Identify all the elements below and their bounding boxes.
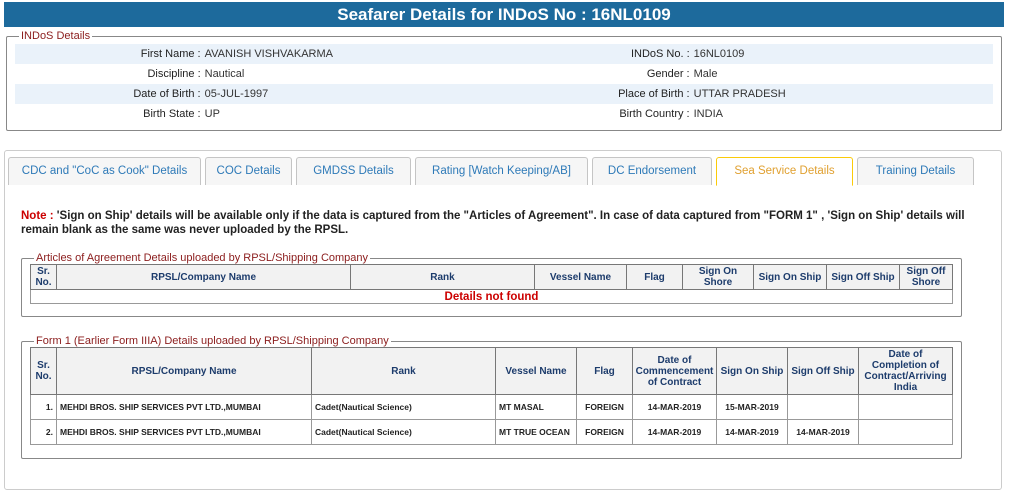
- detail-row: [15, 44, 993, 64]
- cell-vessel: MT MASAL: [496, 395, 577, 420]
- discipline-value: Nautical: [204, 68, 245, 80]
- birth-state-value: UP: [204, 108, 220, 120]
- cell-sign-on-ship: 14-MAR-2019: [717, 420, 788, 445]
- note-label: Note :: [21, 210, 54, 222]
- cell-vessel: MT TRUE OCEAN: [496, 420, 577, 445]
- form1-header-row: [31, 348, 953, 395]
- birth-country-label: Birth Country :: [619, 108, 690, 120]
- tab-gmdss-details[interactable]: GMDSS Details: [296, 157, 411, 185]
- col-header-sr-no: Sr. No.: [31, 348, 57, 395]
- cell-flag: FOREIGN: [577, 420, 633, 445]
- note-text: 'Sign on Ship' details will be available only if the data is captured from the "Articles of Agreement". In case of data captured from "FORM 1" , 'Sign on Ship' details will remain blank as the same was never uploaded by the RPSL.: [21, 210, 965, 236]
- indos-details-section: [6, 30, 1002, 131]
- cell-company: MEHDI BROS. SHIP SERVICES PVT LTD.,MUMBAI: [57, 395, 312, 420]
- gender-value: Male: [693, 68, 718, 80]
- cell-commencement: 14-MAR-2019: [633, 395, 717, 420]
- aoa-empty-row: [31, 290, 953, 304]
- tab-coc-details[interactable]: COC Details: [205, 157, 292, 185]
- col-header-sign-off-shore: Sign Off Shore: [900, 265, 953, 290]
- details-not-found-message: Details not found: [31, 290, 953, 304]
- col-header-sign-off-ship: Sign Off Ship: [788, 348, 859, 395]
- place-of-birth-value: UTTAR PRADESH: [694, 84, 993, 104]
- cell-flag: FOREIGN: [577, 395, 633, 420]
- dob-value: 05-JUL-1997: [205, 84, 504, 104]
- articles-of-agreement-section: [21, 252, 962, 317]
- cell-sr-no: 1.: [31, 395, 57, 420]
- cell-rank: Cadet(Nautical Science): [312, 395, 496, 420]
- discipline-label: Discipline :: [147, 68, 201, 80]
- col-header-company: RPSL/Company Name: [57, 348, 312, 395]
- place-of-birth-label: Place of Birth :: [504, 84, 694, 104]
- aoa-header-row: [31, 265, 953, 290]
- col-header-commencement: Date of Commencement of Contract: [633, 348, 717, 395]
- col-header-vessel: Vessel Name: [496, 348, 577, 395]
- col-header-sign-on-ship: Sign On Ship: [717, 348, 788, 395]
- first-name-value: AVANISH VISHVAKARMA: [205, 44, 504, 64]
- detail-row: [15, 104, 993, 124]
- tab-sea-service-details[interactable]: Sea Service Details: [716, 157, 853, 186]
- indos-details-legend: INDoS Details: [21, 30, 91, 42]
- cell-completion: [859, 420, 953, 445]
- form1-table: [30, 347, 953, 445]
- detail-row: [15, 84, 993, 104]
- birth-state-label: Birth State :: [143, 108, 201, 120]
- tab-bar: [5, 157, 1001, 185]
- tab-rating-details[interactable]: Rating [Watch Keeping/AB]: [415, 157, 588, 185]
- aoa-table: [30, 264, 953, 304]
- dob-label: Date of Birth :: [15, 84, 205, 104]
- col-header-sign-off-ship: Sign Off Ship: [827, 265, 900, 290]
- table-row: [31, 395, 953, 420]
- table-row: [31, 420, 953, 445]
- col-header-completion: Date of Completion of Contract/Arriving India: [859, 348, 953, 395]
- aoa-legend: Articles of Agreement Details uploaded by RPSL/Shipping Company: [36, 252, 369, 264]
- col-header-sr-no: Sr. No.: [31, 265, 57, 290]
- form1-legend: Form 1 (Earlier Form IIIA) Details uploaded by RPSL/Shipping Company: [36, 335, 389, 347]
- indos-no-label: INDoS No. :: [504, 44, 694, 64]
- cell-company: MEHDI BROS. SHIP SERVICES PVT LTD.,MUMBAI: [57, 420, 312, 445]
- col-header-flag: Flag: [627, 265, 683, 290]
- indos-details-table: [15, 44, 993, 124]
- first-name-label: First Name :: [15, 44, 205, 64]
- detail-row: [15, 64, 993, 84]
- col-header-sign-on-shore: Sign On Shore: [683, 265, 754, 290]
- col-header-flag: Flag: [577, 348, 633, 395]
- tab-training-details[interactable]: Training Details: [857, 157, 974, 185]
- cell-sr-no: 2.: [31, 420, 57, 445]
- birth-country-value: INDIA: [693, 108, 723, 120]
- cell-commencement: 14-MAR-2019: [633, 420, 717, 445]
- col-header-sign-on-ship: Sign On Ship: [754, 265, 827, 290]
- cell-completion: [859, 395, 953, 420]
- cell-sign-off-ship: [788, 395, 859, 420]
- sign-on-note: [21, 209, 986, 237]
- page-title: Seafarer Details for INDoS No : 16NL0109: [4, 2, 1004, 27]
- gender-label: Gender :: [646, 68, 690, 80]
- col-header-vessel: Vessel Name: [535, 265, 627, 290]
- tabs-panel: [4, 150, 1002, 490]
- col-header-rank: Rank: [312, 348, 496, 395]
- cell-sign-off-ship: 14-MAR-2019: [788, 420, 859, 445]
- tab-cdc-details[interactable]: CDC and "CoC as Cook" Details: [8, 157, 201, 185]
- cell-sign-on-ship: 15-MAR-2019: [717, 395, 788, 420]
- tab-dc-endorsement[interactable]: DC Endorsement: [592, 157, 712, 185]
- form1-section: [21, 335, 962, 459]
- cell-rank: Cadet(Nautical Science): [312, 420, 496, 445]
- indos-no-value: 16NL0109: [694, 44, 993, 64]
- col-header-rank: Rank: [351, 265, 535, 290]
- col-header-company: RPSL/Company Name: [57, 265, 351, 290]
